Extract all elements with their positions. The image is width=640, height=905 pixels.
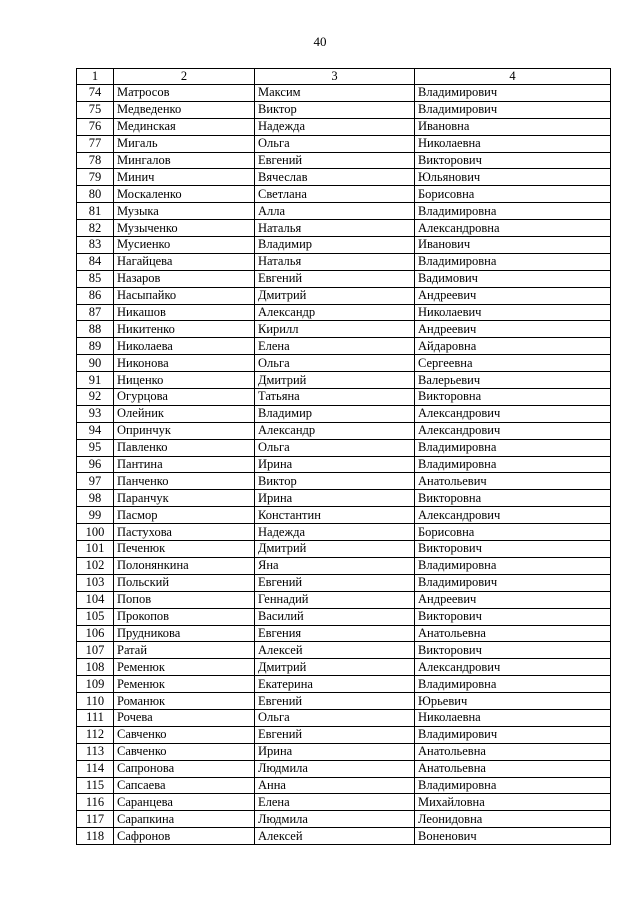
surname-cell: Рочева	[114, 709, 255, 726]
table-row	[77, 659, 611, 676]
table-row	[77, 608, 611, 625]
table-row	[77, 85, 611, 102]
patronymic-cell: Анатольевна	[415, 743, 611, 760]
roster-body	[77, 69, 611, 845]
row-number-cell: 108	[77, 659, 114, 676]
first-name-cell: Надежда	[255, 118, 415, 135]
roster-table	[76, 68, 611, 845]
first-name-cell: Людмила	[255, 811, 415, 828]
surname-cell: Николаева	[114, 338, 255, 355]
surname-cell: Пастухова	[114, 524, 255, 541]
row-number-cell: 75	[77, 101, 114, 118]
surname-cell: Попов	[114, 591, 255, 608]
page-number: 40	[313, 34, 327, 49]
table-row	[77, 355, 611, 372]
row-number-cell: 113	[77, 743, 114, 760]
first-name-cell: Людмила	[255, 760, 415, 777]
patronymic-cell: Анатольевна	[415, 760, 611, 777]
surname-cell: Огурцова	[114, 389, 255, 406]
surname-cell: Романюк	[114, 693, 255, 710]
table-row	[77, 405, 611, 422]
table-row	[77, 811, 611, 828]
table-row	[77, 338, 611, 355]
row-number-cell: 116	[77, 794, 114, 811]
table-row	[77, 422, 611, 439]
first-name-cell: Наталья	[255, 220, 415, 237]
first-name-cell: Владимир	[255, 237, 415, 254]
surname-cell: Савченко	[114, 743, 255, 760]
patronymic-cell: Борисовна	[415, 524, 611, 541]
surname-cell: Музыка	[114, 203, 255, 220]
table-row	[77, 321, 611, 338]
row-number-cell: 104	[77, 591, 114, 608]
patronymic-cell: Борисовна	[415, 186, 611, 203]
table-row	[77, 642, 611, 659]
first-name-cell: Анна	[255, 777, 415, 794]
table-row	[77, 135, 611, 152]
surname-cell: Прудникова	[114, 625, 255, 642]
first-name-cell: Евгения	[255, 625, 415, 642]
surname-cell: Сапсаева	[114, 777, 255, 794]
patronymic-cell: Владимировна	[415, 439, 611, 456]
first-name-cell: Евгений	[255, 574, 415, 591]
first-name-cell: Дмитрий	[255, 659, 415, 676]
row-number-cell: 107	[77, 642, 114, 659]
surname-cell: Нагайцева	[114, 253, 255, 270]
patronymic-cell: Юльянович	[415, 169, 611, 186]
table-row	[77, 220, 611, 237]
row-number-cell: 114	[77, 760, 114, 777]
table-row	[77, 490, 611, 507]
surname-cell: Мединская	[114, 118, 255, 135]
surname-cell: Савченко	[114, 726, 255, 743]
surname-cell: Мигаль	[114, 135, 255, 152]
first-name-cell: Яна	[255, 557, 415, 574]
surname-cell: Насыпайко	[114, 287, 255, 304]
patronymic-cell: Анатольевич	[415, 473, 611, 490]
row-number-cell: 86	[77, 287, 114, 304]
table-row	[77, 574, 611, 591]
first-name-cell: Елена	[255, 794, 415, 811]
row-number-cell: 106	[77, 625, 114, 642]
patronymic-cell: Михайловна	[415, 794, 611, 811]
table-row	[77, 557, 611, 574]
first-name-cell: Александр	[255, 422, 415, 439]
table-row	[77, 270, 611, 287]
row-number-cell: 99	[77, 507, 114, 524]
surname-cell: Печенюк	[114, 541, 255, 558]
row-number-cell: 95	[77, 439, 114, 456]
first-name-cell: Вячеслав	[255, 169, 415, 186]
surname-cell: Пасмор	[114, 507, 255, 524]
first-name-cell: Ирина	[255, 743, 415, 760]
surname-cell: Полонянкина	[114, 557, 255, 574]
surname-cell: Ременюк	[114, 659, 255, 676]
table-row	[77, 828, 611, 845]
first-name-cell: Наталья	[255, 253, 415, 270]
patronymic-cell: Викторовна	[415, 490, 611, 507]
row-number-cell: 101	[77, 541, 114, 558]
surname-cell: Олейник	[114, 405, 255, 422]
row-number-cell: 98	[77, 490, 114, 507]
row-number-cell: 76	[77, 118, 114, 135]
surname-cell: Саранцева	[114, 794, 255, 811]
first-name-cell: Евгений	[255, 726, 415, 743]
row-number-cell: 92	[77, 389, 114, 406]
first-name-cell: Александр	[255, 304, 415, 321]
patronymic-cell: Владимировна	[415, 676, 611, 693]
table-row	[77, 389, 611, 406]
patronymic-cell: Айдаровна	[415, 338, 611, 355]
table-row	[77, 372, 611, 389]
table-row	[77, 152, 611, 169]
table-row	[77, 203, 611, 220]
row-number-cell: 111	[77, 709, 114, 726]
row-number-cell: 118	[77, 828, 114, 845]
first-name-cell: Алексей	[255, 828, 415, 845]
column-header-2: 2	[114, 69, 255, 85]
surname-cell: Сапронова	[114, 760, 255, 777]
first-name-cell: Константин	[255, 507, 415, 524]
table-row	[77, 760, 611, 777]
first-name-cell: Ольга	[255, 135, 415, 152]
patronymic-cell: Николаевна	[415, 709, 611, 726]
patronymic-cell: Александрович	[415, 507, 611, 524]
patronymic-cell: Владимировна	[415, 557, 611, 574]
table-row	[77, 676, 611, 693]
table-row	[77, 473, 611, 490]
row-number-cell: 117	[77, 811, 114, 828]
first-name-cell: Виктор	[255, 101, 415, 118]
table-row	[77, 439, 611, 456]
surname-cell: Паранчук	[114, 490, 255, 507]
first-name-cell: Надежда	[255, 524, 415, 541]
patronymic-cell: Владимирович	[415, 574, 611, 591]
row-number-cell: 77	[77, 135, 114, 152]
patronymic-cell: Викторович	[415, 608, 611, 625]
surname-cell: Сафронов	[114, 828, 255, 845]
first-name-cell: Ольга	[255, 355, 415, 372]
row-number-cell: 91	[77, 372, 114, 389]
patronymic-cell: Воненович	[415, 828, 611, 845]
table-row	[77, 169, 611, 186]
surname-cell: Прокопов	[114, 608, 255, 625]
table-row	[77, 541, 611, 558]
first-name-cell: Дмитрий	[255, 372, 415, 389]
row-number-cell: 115	[77, 777, 114, 794]
patronymic-cell: Викторович	[415, 152, 611, 169]
patronymic-cell: Владимировна	[415, 456, 611, 473]
first-name-cell: Екатерина	[255, 676, 415, 693]
surname-cell: Панченко	[114, 473, 255, 490]
first-name-cell: Ирина	[255, 490, 415, 507]
surname-cell: Сарапкина	[114, 811, 255, 828]
row-number-cell: 90	[77, 355, 114, 372]
row-number-cell: 79	[77, 169, 114, 186]
surname-cell: Москаленко	[114, 186, 255, 203]
patronymic-cell: Ивановна	[415, 118, 611, 135]
row-number-cell: 81	[77, 203, 114, 220]
surname-cell: Ниценко	[114, 372, 255, 389]
surname-cell: Музыченко	[114, 220, 255, 237]
patronymic-cell: Николаевна	[415, 135, 611, 152]
surname-cell: Опринчук	[114, 422, 255, 439]
row-number-cell: 102	[77, 557, 114, 574]
table-row	[77, 625, 611, 642]
table-row	[77, 287, 611, 304]
first-name-cell: Владимир	[255, 405, 415, 422]
row-number-cell: 109	[77, 676, 114, 693]
patronymic-cell: Сергеевна	[415, 355, 611, 372]
column-header-4: 4	[415, 69, 611, 85]
table-row	[77, 693, 611, 710]
first-name-cell: Ольга	[255, 439, 415, 456]
surname-cell: Никитенко	[114, 321, 255, 338]
surname-cell: Мусиенко	[114, 237, 255, 254]
row-number-cell: 88	[77, 321, 114, 338]
first-name-cell: Евгений	[255, 270, 415, 287]
patronymic-cell: Владимировна	[415, 777, 611, 794]
patronymic-cell: Юрьевич	[415, 693, 611, 710]
surname-cell: Ременюк	[114, 676, 255, 693]
patronymic-cell: Викторович	[415, 541, 611, 558]
surname-cell: Медведенко	[114, 101, 255, 118]
table-row	[77, 253, 611, 270]
first-name-cell: Ольга	[255, 709, 415, 726]
patronymic-cell: Андреевич	[415, 591, 611, 608]
row-number-cell: 74	[77, 85, 114, 102]
patronymic-cell: Андреевич	[415, 287, 611, 304]
table-row	[77, 507, 611, 524]
surname-cell: Мингалов	[114, 152, 255, 169]
surname-cell: Назаров	[114, 270, 255, 287]
header-row	[77, 69, 611, 85]
first-name-cell: Татьяна	[255, 389, 415, 406]
patronymic-cell: Викторович	[415, 642, 611, 659]
column-header-1: 1	[77, 69, 114, 85]
row-number-cell: 82	[77, 220, 114, 237]
patronymic-cell: Владимировна	[415, 203, 611, 220]
surname-cell: Матросов	[114, 85, 255, 102]
patronymic-cell: Леонидовна	[415, 811, 611, 828]
patronymic-cell: Иванович	[415, 237, 611, 254]
table-row	[77, 101, 611, 118]
row-number-cell: 103	[77, 574, 114, 591]
first-name-cell: Виктор	[255, 473, 415, 490]
first-name-cell: Дмитрий	[255, 541, 415, 558]
surname-cell: Никонова	[114, 355, 255, 372]
table-row	[77, 591, 611, 608]
first-name-cell: Светлана	[255, 186, 415, 203]
row-number-cell: 87	[77, 304, 114, 321]
table-row	[77, 186, 611, 203]
row-number-cell: 100	[77, 524, 114, 541]
patronymic-cell: Александровна	[415, 220, 611, 237]
patronymic-cell: Владимирович	[415, 726, 611, 743]
table-row	[77, 456, 611, 473]
table-row	[77, 237, 611, 254]
patronymic-cell: Александрович	[415, 659, 611, 676]
row-number-cell: 80	[77, 186, 114, 203]
surname-cell: Минич	[114, 169, 255, 186]
row-number-cell: 84	[77, 253, 114, 270]
row-number-cell: 83	[77, 237, 114, 254]
patronymic-cell: Владимировна	[415, 253, 611, 270]
first-name-cell: Алла	[255, 203, 415, 220]
patronymic-cell: Николаевич	[415, 304, 611, 321]
first-name-cell: Евгений	[255, 152, 415, 169]
row-number-cell: 96	[77, 456, 114, 473]
patronymic-cell: Владимирович	[415, 85, 611, 102]
surname-cell: Никашов	[114, 304, 255, 321]
row-number-cell: 85	[77, 270, 114, 287]
patronymic-cell: Андреевич	[415, 321, 611, 338]
row-number-cell: 94	[77, 422, 114, 439]
surname-cell: Ратай	[114, 642, 255, 659]
patronymic-cell: Вадимович	[415, 270, 611, 287]
patronymic-cell: Владимирович	[415, 101, 611, 118]
table-row	[77, 743, 611, 760]
table-row	[77, 524, 611, 541]
first-name-cell: Дмитрий	[255, 287, 415, 304]
row-number-cell: 105	[77, 608, 114, 625]
row-number-cell: 110	[77, 693, 114, 710]
column-header-3: 3	[255, 69, 415, 85]
row-number-cell: 112	[77, 726, 114, 743]
first-name-cell: Кирилл	[255, 321, 415, 338]
surname-cell: Пантина	[114, 456, 255, 473]
first-name-cell: Василий	[255, 608, 415, 625]
row-number-cell: 78	[77, 152, 114, 169]
surname-cell: Польский	[114, 574, 255, 591]
table-row	[77, 777, 611, 794]
first-name-cell: Геннадий	[255, 591, 415, 608]
row-number-cell: 97	[77, 473, 114, 490]
first-name-cell: Елена	[255, 338, 415, 355]
table-row	[77, 726, 611, 743]
row-number-cell: 89	[77, 338, 114, 355]
table-row	[77, 118, 611, 135]
first-name-cell: Максим	[255, 85, 415, 102]
patronymic-cell: Александрович	[415, 422, 611, 439]
first-name-cell: Алексей	[255, 642, 415, 659]
first-name-cell: Ирина	[255, 456, 415, 473]
patronymic-cell: Анатольевна	[415, 625, 611, 642]
patronymic-cell: Викторовна	[415, 389, 611, 406]
table-row	[77, 709, 611, 726]
patronymic-cell: Александрович	[415, 405, 611, 422]
surname-cell: Павленко	[114, 439, 255, 456]
table-row	[77, 304, 611, 321]
table-row	[77, 794, 611, 811]
patronymic-cell: Валерьевич	[415, 372, 611, 389]
first-name-cell: Евгений	[255, 693, 415, 710]
row-number-cell: 93	[77, 405, 114, 422]
